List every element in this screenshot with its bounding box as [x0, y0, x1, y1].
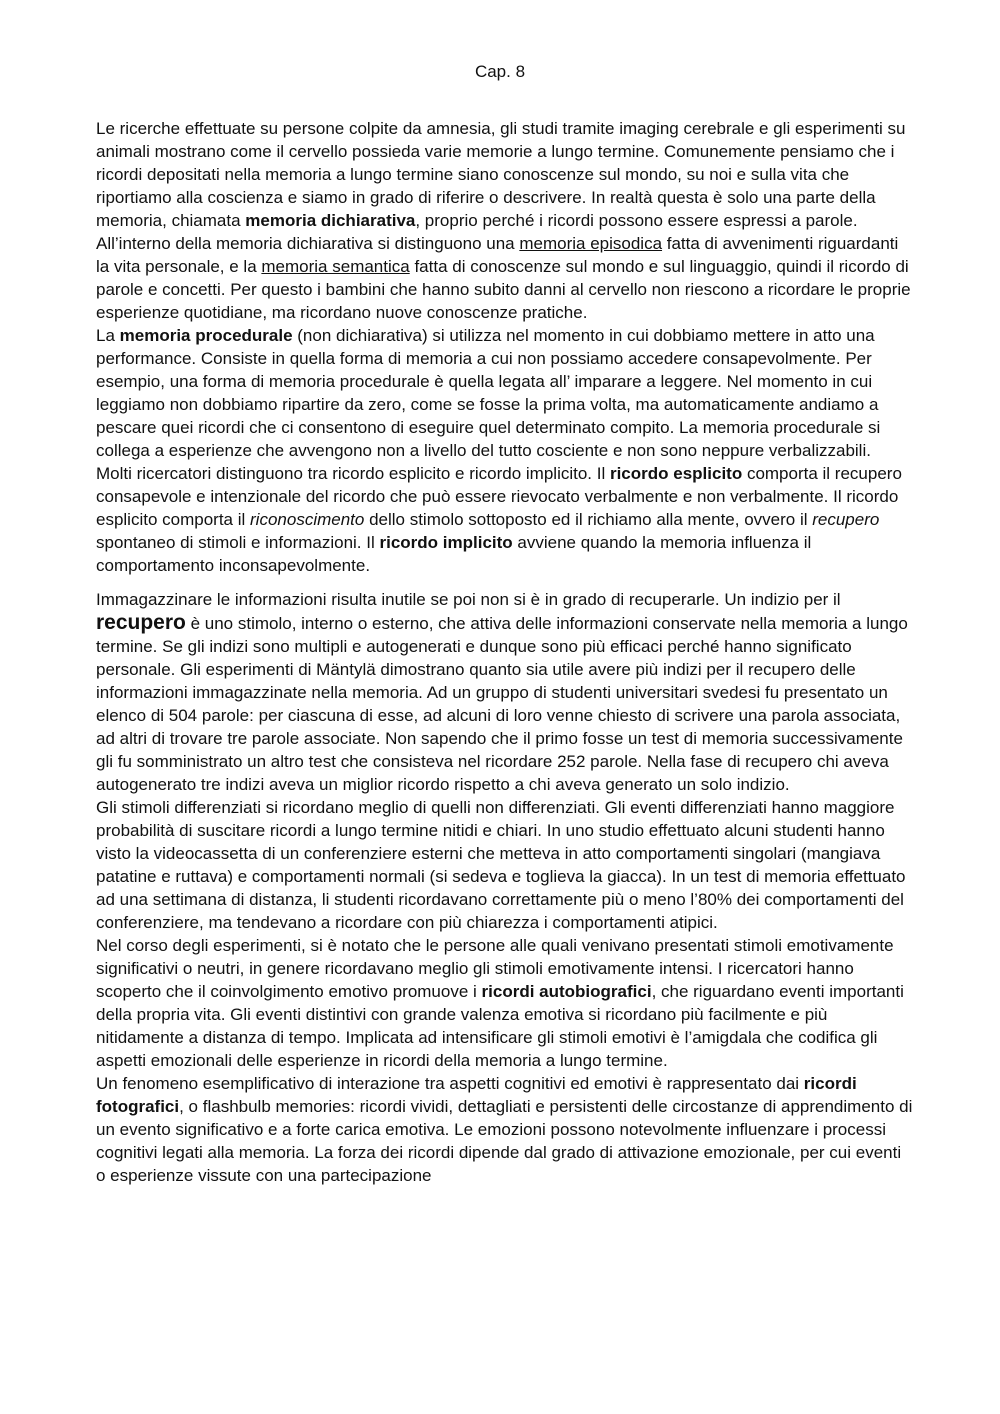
paragraph-flashbulb-memories [96, 1072, 914, 1187]
text-segment: è uno stimolo, interno o esterno, che attiva delle informazioni conservate nella memoria a lungo termine. Se gli indizi sono multipli e autogenerati e dunque sono più efficaci perché hanno significato personale. Gli esperimenti di Mäntylä dimostrano quanto sia utile avere più indizi per il recupero delle informazioni immagazzinate nella memoria. Ad un gruppo di studenti universitari svedesi fu presentato un elenco di 504 parole: per ciascuna di esse, ad alcuni di loro venne chiesto di scrivere una parola associata, ad altri di trovare tre parole associate. Non sapendo che il primo fosse un test di memoria successivamente gli fu somministrato un altro test che consisteva nel ricordare 252 parole. Nella fase di recupero chi aveva autogenerato tre indizi aveva un miglior ricordo rispetto a chi aveva generato un solo indizio. [96, 614, 908, 794]
term-recupero: recupero [96, 611, 186, 634]
term-recupero-italic: recupero [812, 510, 880, 529]
term-ricordi-autobiografici: ricordi autobiografici [481, 982, 652, 1001]
text-segment: fatta di conoscenze sul mondo e sul linguaggio, quindi il ricordo di parole e concetti. Per questo i bambini che hanno subito danni al cervello non riescono a ricordare le proprie esperienze quotidiane, ma ricordano nuove conoscenze pratiche. [96, 257, 911, 322]
text-segment: Immagazzinare le informazioni risulta inutile se poi non si è in grado di recuperarle. Un indizio per il [96, 590, 841, 609]
term-riconoscimento: riconoscimento [250, 510, 365, 529]
term-memoria-dichiarativa: memoria dichiarativa [245, 211, 416, 230]
text-segment: (non dichiarativa) si utilizza nel momento in cui dobbiamo mettere in atto una performance. Consiste in quella forma di memoria a cui non possiamo accedere consapevolmente. Per esempio, una forma di memoria procedurale è quella legata all’ imparare a leggere. Nel momento in cui leggiamo non dobbiamo ripartire da zero, come se fosse la prima volta, ma automaticamente andiamo a pescare quei ricordi che ci consentono di eseguire quel determinato compito. La memoria procedurale si collega a esperienze che avvengono non a livello del tutto cosciente e non sono neppure verbalizzabili. [96, 326, 881, 460]
document-body [96, 117, 914, 1187]
term-memoria-episodica: memoria episodica [519, 234, 663, 253]
term-ricordo-implicito: ricordo implicito [379, 533, 513, 552]
text-segment: Gli stimoli differenziati si ricordano meglio di quelli non differenziati. Gli eventi differenziati hanno maggiore probabilità di suscitare ricordi a lungo termine nitidi e chiari. In uno studio effettuato alcuni studenti hanno visto la videocassetta di un conferenziere esterni che metteva in atto comportamenti singolari (mangiava patatine e ruttava) e comportamenti normali (si sedeva e toglieva la giacca). In un test di memoria effettuato ad una settimana di distanza, li studenti ricordavano correttamente più o meno l’80% dei comportamenti del conferenziere, ma tendevano a ricordare con più chiarezza i comportamenti atipici. [96, 798, 906, 932]
text-segment: comporta il recupero consapevole e intenzionale del ricordo che può essere rievocato verbalmente e non verbalmente. Il ricordo esplicito comporta il [96, 464, 902, 529]
paragraph-procedural-memory [96, 324, 914, 462]
text-segment: Le ricerche effettuate su persone colpite da amnesia, gli studi tramite imaging cerebrale e gli esperimenti su animali mostrano come il cervello possieda varie memorie a lungo termine. Comunemente pensiamo che i ricordi depositati nella memoria a lungo termine siano conoscenze sul mondo, su noi e sulla vita che riportiamo alla coscienza e siamo in grado di riferire o descrivere. In realtà questa è solo una parte della memoria, chiamata [96, 119, 906, 230]
text-segment: avviene quando la memoria influenza il comportamento inconsapevolmente. [96, 533, 812, 575]
paragraph-emotional-stimuli [96, 934, 914, 1072]
paragraph-retrieval [96, 588, 914, 796]
paragraph-differentiated-stimuli [96, 796, 914, 934]
text-segment: La [96, 326, 120, 345]
paragraph-explicit-implicit [96, 462, 914, 577]
text-segment: Nel corso degli esperimenti, si è notato che le persone alle quali venivano presentati stimoli emotivamente significativi o neutri, in genere ricordavano meglio gli stimoli emotivamente intensi. I ricercatori hanno scoperto che il coinvolgimento emotivo promuove i [96, 936, 894, 1001]
chapter-header: Cap. 8 [474, 62, 526, 81]
term-memoria-procedurale: memoria procedurale [119, 326, 293, 345]
text-segment: Un fenomeno esemplificativo di interazione tra aspetti cognitivi ed emotivi è rappresentato dai [96, 1074, 804, 1093]
text-segment: fatta di avvenimenti riguardanti la vita personale, e la [96, 234, 899, 276]
text-segment: , proprio perché i ricordi possono essere espressi a parole. All’interno della memoria dichiarativa si distinguono una [96, 211, 858, 253]
text-segment: , che riguardano eventi importanti della propria vita. Gli eventi distintivi con grande valenza emotiva si ricordano più facilmente e più nitidamente a distanza di tempo. Implicata ad intensificare gli stimoli emotivi è l’amigdala che codifica gli aspetti emozionali delle esperienze in ricordi della memoria a lungo termine. [96, 982, 904, 1070]
paragraph-declarative-memory [96, 117, 914, 324]
term-ricordi-fotografici: ricordi fotografici [96, 1074, 857, 1116]
text-segment: Molti ricercatori distinguono tra ricordo esplicito e ricordo implicito. Il [96, 464, 610, 483]
term-ricordo-esplicito: ricordo esplicito [609, 464, 743, 483]
text-segment: , o flashbulb memories: ricordi vividi, dettagliati e persistenti delle circostanze di apprendimento di un evento significativo e a forte carica emotiva. Le emozioni possono notevolmente influenzare i processi cognitivi legati alla memoria. La forza dei ricordi dipende dal grado di attivazione emozionale, per cui eventi o esperienze vissute con una partecipazione [96, 1097, 913, 1185]
term-memoria-semantica: memoria semantica [261, 257, 410, 276]
text-segment: dello stimolo sottoposto ed il richiamo alla mente, ovvero il [364, 510, 813, 529]
text-segment: spontaneo di stimoli e informazioni. Il [96, 533, 380, 552]
